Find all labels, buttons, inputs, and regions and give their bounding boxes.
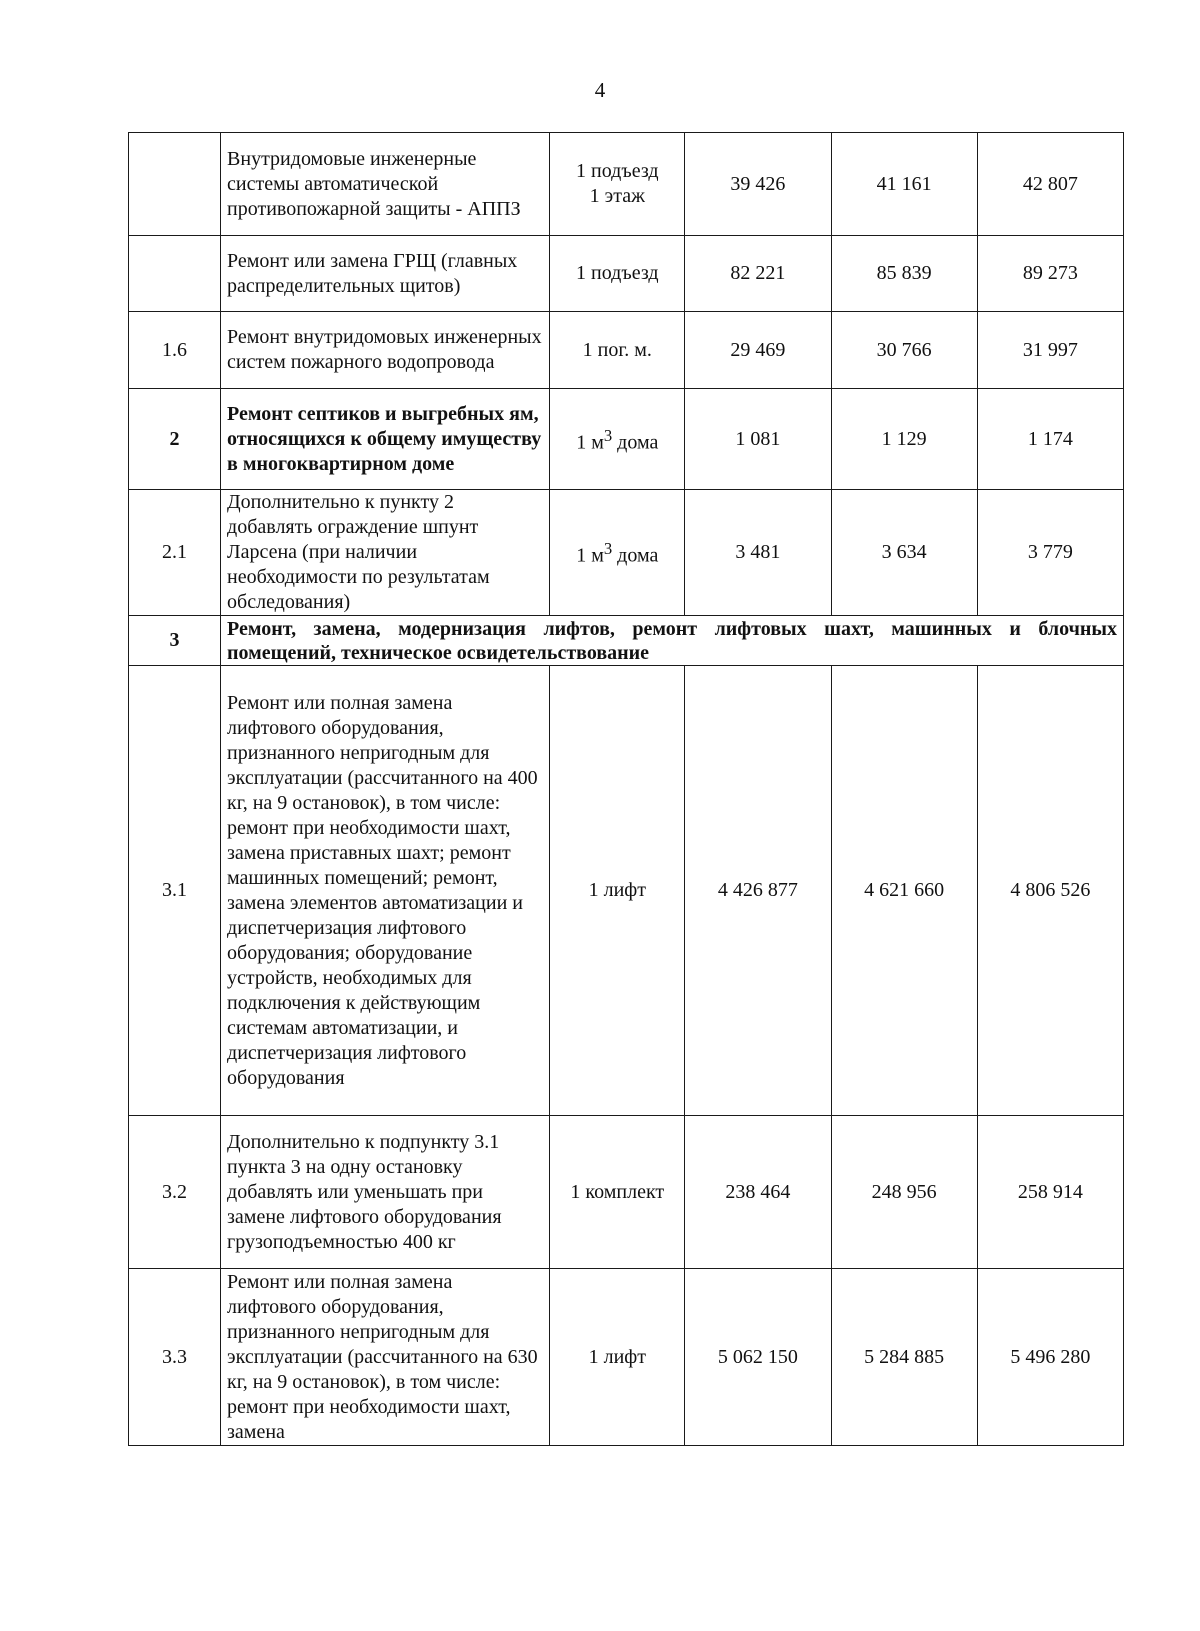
row-value-2: 1 129 <box>831 389 977 490</box>
row-value-3: 258 914 <box>977 1116 1123 1269</box>
table-row <box>129 133 1124 236</box>
row-value-3: 42 807 <box>977 133 1123 236</box>
row-number <box>129 133 221 236</box>
unit-superscript: 3 <box>603 425 613 445</box>
row-value-2: 5 284 885 <box>831 1269 977 1446</box>
row-unit: 1 лифт <box>550 1269 685 1446</box>
row-value-2: 85 839 <box>831 236 977 312</box>
table-row <box>129 389 1124 490</box>
row-description: Ремонт или полная замена лифтового оборудования, признанного непригодным для эксплуатации (рассчитанного на 630 кг, на 9 остановок), в том числе: ремонт при необходимости шахт, замена <box>221 1269 550 1446</box>
table-row <box>129 666 1124 1116</box>
row-value-3: 4 806 526 <box>977 666 1123 1116</box>
unit-suffix: дома <box>612 431 659 454</box>
table-row <box>129 1269 1124 1446</box>
row-description: Ремонт внутридомовых инженерных систем пожарного водопровода <box>221 312 550 389</box>
unit-superscript: 3 <box>603 539 613 559</box>
row-value-1: 1 081 <box>685 389 831 490</box>
table-row <box>129 236 1124 312</box>
row-description: Дополнительно к подпункту 3.1 пункта 3 на одну остановку добавлять или уменьшать при замене лифтового оборудования грузоподъемностью 400 кг <box>221 1116 550 1269</box>
row-number: 2 <box>129 389 221 490</box>
row-value-1: 3 481 <box>685 490 831 616</box>
row-description: Ремонт или полная замена лифтового оборудования, признанного непригодным для эксплуатации (рассчитанного на 400 кг, на 9 остановок), в том числе: ремонт при необходимости шахт, замена приставных шахт; ремонт машинных помещений; ремонт, замена элементов автоматизации и диспетчеризация лифтового оборудования; оборудование устройств, необходимых для подключения к действующим системам автоматизации, и диспетчеризация лифтового оборудования <box>221 666 550 1116</box>
row-description: Ремонт септиков и выгребных ям, относящихся к общему имуществу в многоквартирном доме <box>221 389 550 490</box>
row-number <box>129 236 221 312</box>
row-value-3: 5 496 280 <box>977 1269 1123 1446</box>
row-value-1: 39 426 <box>685 133 831 236</box>
row-value-3: 1 174 <box>977 389 1123 490</box>
row-number: 3.2 <box>129 1116 221 1269</box>
unit-text: 1 м <box>576 544 604 567</box>
row-number: 3.1 <box>129 666 221 1116</box>
page-number: 4 <box>594 78 606 102</box>
row-value-1: 82 221 <box>685 236 831 312</box>
section-number: 3 <box>129 616 221 666</box>
unit-suffix: дома <box>612 544 659 567</box>
section-title: Ремонт, замена, модернизация лифтов, ремонт лифтовых шахт, машинных и блочных помещений, техническое освидетельствование <box>221 616 1124 666</box>
row-value-1: 29 469 <box>685 312 831 389</box>
row-value-3: 3 779 <box>977 490 1123 616</box>
row-value-2: 30 766 <box>831 312 977 389</box>
row-unit: 1 комплект <box>550 1116 685 1269</box>
row-unit: 1 подъезд 1 этаж <box>550 133 685 236</box>
row-value-2: 3 634 <box>831 490 977 616</box>
table-row <box>129 312 1124 389</box>
row-number: 1.6 <box>129 312 221 389</box>
row-unit: 1 подъезд <box>550 236 685 312</box>
row-value-1: 238 464 <box>685 1116 831 1269</box>
row-unit <box>550 490 685 616</box>
row-unit: 1 лифт <box>550 666 685 1116</box>
row-description: Внутридомовые инженерные системы автоматической противопожарной защиты - АППЗ <box>221 133 550 236</box>
table-row <box>129 1116 1124 1269</box>
row-unit: 1 пог. м. <box>550 312 685 389</box>
table-row <box>129 490 1124 616</box>
row-value-2: 41 161 <box>831 133 977 236</box>
row-value-2: 4 621 660 <box>831 666 977 1116</box>
row-description: Ремонт или замена ГРЩ (главных распределительных щитов) <box>221 236 550 312</box>
section-row <box>129 616 1124 666</box>
row-value-2: 248 956 <box>831 1116 977 1269</box>
row-number: 2.1 <box>129 490 221 616</box>
row-unit <box>550 389 685 490</box>
cost-table <box>128 132 1124 1446</box>
row-description: Дополнительно к пункту 2 добавлять ограждение шпунт Ларсена (при наличии необходимости по результатам обследования) <box>221 490 550 616</box>
row-number: 3.3 <box>129 1269 221 1446</box>
row-value-1: 5 062 150 <box>685 1269 831 1446</box>
row-value-3: 89 273 <box>977 236 1123 312</box>
row-value-1: 4 426 877 <box>685 666 831 1116</box>
row-value-3: 31 997 <box>977 312 1123 389</box>
unit-text: 1 м <box>576 431 604 454</box>
